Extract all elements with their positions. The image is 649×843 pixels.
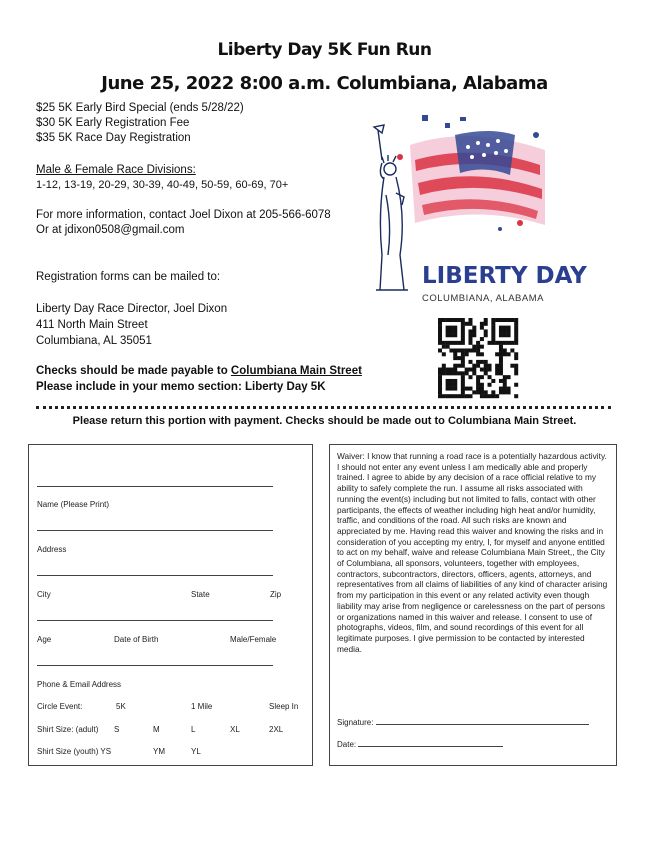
adult-size-xl[interactable]: XL bbox=[230, 725, 240, 734]
address-line[interactable] bbox=[37, 530, 273, 531]
waiver-box bbox=[329, 444, 617, 766]
city-label: City bbox=[37, 590, 51, 599]
return-note: Please return this portion with payment. Checks should be made out to Columbiana Main Street. bbox=[72, 415, 577, 427]
mail-intro: Registration forms can be mailed to: bbox=[36, 271, 221, 283]
age-label: Age bbox=[37, 635, 52, 644]
registration-form bbox=[28, 444, 313, 766]
checks-prefix: Checks should be made payable to bbox=[36, 365, 231, 377]
checks-payable bbox=[36, 364, 362, 379]
date-line[interactable] bbox=[358, 738, 503, 747]
contact-phone: For more information, contact Joel Dixon at 205-566-6078 bbox=[36, 209, 331, 221]
adult-size-l[interactable]: L bbox=[191, 725, 196, 734]
event-title: Liberty Day 5K Fun Run bbox=[217, 40, 432, 60]
date-label: Date: bbox=[337, 740, 357, 749]
phone-email-label: Phone & Email Address bbox=[37, 680, 122, 689]
signature-label: Signature: bbox=[337, 718, 374, 727]
divisions-heading: Male & Female Race Divisions: bbox=[36, 164, 196, 176]
adult-shirt-label: Shirt Size: (adult) bbox=[37, 725, 99, 734]
statue-flag-graphic bbox=[360, 105, 587, 310]
youth-shirt-label: Shirt Size (youth) YS bbox=[37, 747, 112, 756]
age-dob-line[interactable] bbox=[37, 620, 273, 621]
signature-field[interactable] bbox=[337, 716, 589, 727]
mail-city: Columbiana, AL 35051 bbox=[36, 335, 152, 347]
logo-place: COLUMBIANA, ALABAMA bbox=[422, 293, 544, 304]
adult-size-m[interactable]: M bbox=[153, 725, 160, 734]
event-5k[interactable]: 5K bbox=[116, 702, 126, 711]
adult-size-s[interactable]: S bbox=[114, 725, 120, 734]
name-line[interactable] bbox=[37, 486, 273, 487]
fee-early: $30 5K Early Registration Fee bbox=[36, 117, 190, 129]
youth-size-ym[interactable]: YM bbox=[153, 747, 165, 756]
event-1-mile[interactable]: 1 Mile bbox=[191, 702, 213, 711]
memo-note: Please include in your memo section: Liberty Day 5K bbox=[36, 381, 326, 393]
mail-name: Liberty Day Race Director, Joel Dixon bbox=[36, 303, 228, 315]
phone-email-line[interactable] bbox=[37, 665, 273, 666]
qr-code-icon bbox=[438, 318, 518, 398]
divisions-ages: 1-12, 13-19, 20-29, 30-39, 40-49, 50-59, 60-69, 70+ bbox=[36, 179, 289, 191]
address-label: Address bbox=[37, 545, 67, 554]
checks-payee: Columbiana Main Street bbox=[230, 365, 362, 377]
signature-line[interactable] bbox=[376, 716, 589, 725]
date-field[interactable] bbox=[337, 738, 503, 749]
mail-street: 411 North Main Street bbox=[36, 319, 148, 331]
dob-label: Date of Birth bbox=[114, 635, 159, 644]
state-label: State bbox=[191, 590, 210, 599]
event-sleep-in[interactable]: Sleep In bbox=[269, 702, 299, 711]
youth-size-yl[interactable]: YL bbox=[191, 747, 201, 756]
contact-email: Or at jdixon0508@gmail.com bbox=[36, 224, 185, 236]
circle-event-label: Circle Event: bbox=[37, 702, 83, 711]
logo-brand: LIBERTY DAY bbox=[422, 263, 587, 289]
liberty-day-logo bbox=[360, 105, 587, 310]
zip-label: Zip bbox=[270, 590, 282, 599]
fee-race-day: $35 5K Race Day Registration bbox=[36, 132, 191, 144]
fee-early-bird: $25 5K Early Bird Special (ends 5/28/22) bbox=[36, 102, 244, 114]
adult-size-2xl[interactable]: 2XL bbox=[269, 725, 284, 734]
cut-line-divider bbox=[36, 406, 611, 413]
waiver-text: Waiver: I know that running a road race is a potentially hazardous activity. I should not enter any event unless I am medically able and properly trained. I agree to abide by any decision of a race official relative to my ability to safely complete the run. I assume all risks associated with running the event(s) including but not limited to falls, contact with other participants, the effects of weather including high heat and/or humidity, traffic, and conditions of the road. All such risks are known and appreciated by me. Having read this waiver and knowing the risks and in consideration of you accepting my entry, I, for myself and anyone entitled to act on my behalf, waive and release Columbiana Main Street,, the City of Columbiana, all sponsors, volunteers, together with employees, contractors, subcontractors, directors, officers, agents, attorneys, and representatives from all claims of liabilities of any kind of character arising from my participation in this event or any related activity even though liability may arise from negligence or carelessness on the part of persons or organizations named in this waiver and release. I consent to use of photographs, videos, film, and sound recordings of this event for all legitimate purposes. I give permission to be contacted by interested media. bbox=[337, 451, 608, 654]
name-label: Name (Please Print) bbox=[37, 500, 110, 509]
city-state-zip-line[interactable] bbox=[37, 575, 273, 576]
gender-label: Male/Female bbox=[230, 635, 277, 644]
event-date-location: June 25, 2022 8:00 a.m. Columbiana, Alabama bbox=[101, 73, 548, 94]
